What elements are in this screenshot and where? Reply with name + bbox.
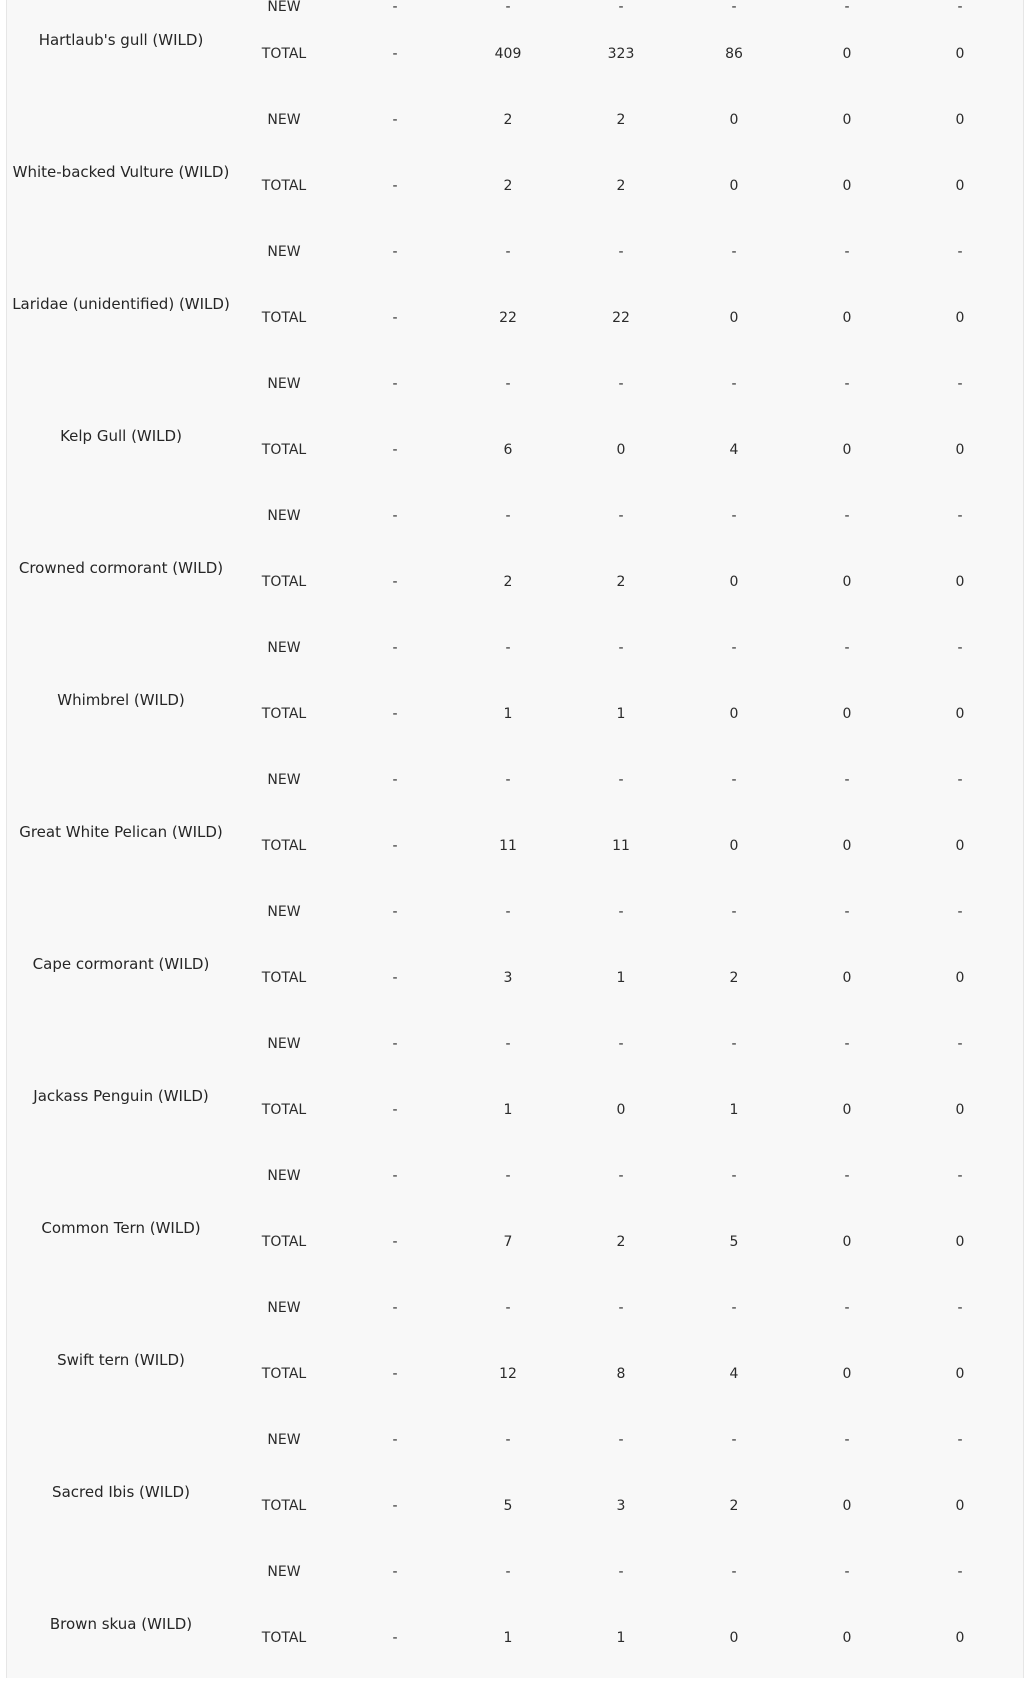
value-cell: 0 xyxy=(955,706,965,722)
value-cell: - xyxy=(505,1564,511,1580)
total-row xyxy=(7,176,1023,196)
value-cell: - xyxy=(505,244,511,260)
value-cell: - xyxy=(731,376,737,392)
value-cell: - xyxy=(731,508,737,524)
value-cell: - xyxy=(505,376,511,392)
new-row xyxy=(7,1430,1023,1450)
row-type-label: NEW xyxy=(267,112,301,128)
row-type-label: TOTAL xyxy=(261,310,307,326)
value-cell: - xyxy=(731,640,737,656)
value-cell: - xyxy=(844,508,850,524)
value-cell: - xyxy=(505,1432,511,1448)
value-cell: 1 xyxy=(616,970,626,986)
value-cell: - xyxy=(505,1168,511,1184)
row-type-label: TOTAL xyxy=(261,838,307,854)
value-cell: 86 xyxy=(725,46,743,62)
value-cell: 2 xyxy=(616,178,626,194)
value-cell: 0 xyxy=(842,1102,852,1118)
value-cell: - xyxy=(618,904,624,920)
value-cell: - xyxy=(957,640,963,656)
value-cell: 22 xyxy=(499,310,517,326)
value-cell: - xyxy=(957,508,963,524)
value-cell: 1 xyxy=(503,706,513,722)
species-name: Laridae (unidentified) (WILD) xyxy=(12,295,230,313)
value-cell: - xyxy=(392,970,398,986)
value-cell: 0 xyxy=(955,1102,965,1118)
value-cell: 0 xyxy=(955,178,965,194)
value-cell: 5 xyxy=(729,1234,739,1250)
species-group xyxy=(7,1162,1023,1294)
value-cell: 11 xyxy=(499,838,517,854)
species-group xyxy=(7,898,1023,1030)
value-cell: - xyxy=(392,376,398,392)
row-type-label: NEW xyxy=(267,376,301,392)
value-cell: - xyxy=(844,904,850,920)
species-name: Hartlaub's gull (WILD) xyxy=(38,31,204,49)
value-cell: - xyxy=(618,1432,624,1448)
value-cell: - xyxy=(844,1564,850,1580)
value-cell: 1 xyxy=(729,1102,739,1118)
value-cell: - xyxy=(618,772,624,788)
row-type-label: TOTAL xyxy=(261,1366,307,1382)
species-name: Swift tern (WILD) xyxy=(57,1351,185,1369)
species-name: Whimbrel (WILD) xyxy=(57,691,185,709)
species-group xyxy=(7,370,1023,502)
value-cell: - xyxy=(392,1234,398,1250)
row-type-label: NEW xyxy=(267,904,301,920)
value-cell: 0 xyxy=(955,838,965,854)
value-cell: - xyxy=(505,0,511,15)
value-cell: 0 xyxy=(842,1366,852,1382)
value-cell: 3 xyxy=(503,970,513,986)
species-name: Common Tern (WILD) xyxy=(41,1219,201,1237)
value-cell: 0 xyxy=(842,310,852,326)
value-cell: - xyxy=(731,1168,737,1184)
value-cell: - xyxy=(392,904,398,920)
value-cell: 1 xyxy=(616,1630,626,1646)
species-name: White-backed Vulture (WILD) xyxy=(12,163,230,181)
value-cell: 0 xyxy=(955,1234,965,1250)
value-cell: - xyxy=(392,640,398,656)
new-row xyxy=(7,1166,1023,1186)
value-cell: 0 xyxy=(842,1234,852,1250)
value-cell: - xyxy=(505,508,511,524)
species-name: Brown skua (WILD) xyxy=(49,1615,193,1633)
new-row xyxy=(7,1298,1023,1318)
value-cell: - xyxy=(731,1564,737,1580)
row-type-label: TOTAL xyxy=(261,706,307,722)
species-name: Crowned cormorant (WILD) xyxy=(18,559,224,577)
row-type-label: NEW xyxy=(267,1564,301,1580)
value-cell: - xyxy=(392,574,398,590)
species-group xyxy=(7,0,1023,106)
value-cell: 0 xyxy=(729,310,739,326)
value-cell: 1 xyxy=(503,1102,513,1118)
value-cell: 2 xyxy=(616,112,626,128)
value-cell: 0 xyxy=(842,46,852,62)
value-cell: 0 xyxy=(842,442,852,458)
value-cell: 0 xyxy=(616,442,626,458)
new-row xyxy=(7,374,1023,394)
total-row xyxy=(7,1232,1023,1252)
total-row xyxy=(7,1628,1023,1648)
value-cell: 0 xyxy=(729,574,739,590)
row-type-label: NEW xyxy=(267,1300,301,1316)
total-row xyxy=(7,440,1023,460)
total-row xyxy=(7,1496,1023,1516)
value-cell: 0 xyxy=(955,1630,965,1646)
value-cell: 8 xyxy=(616,1366,626,1382)
value-cell: 0 xyxy=(842,1498,852,1514)
value-cell: 323 xyxy=(607,46,635,62)
value-cell: - xyxy=(844,640,850,656)
value-cell: 0 xyxy=(955,574,965,590)
value-cell: - xyxy=(957,244,963,260)
value-cell: - xyxy=(392,1300,398,1316)
new-row xyxy=(7,242,1023,262)
row-type-label: NEW xyxy=(267,1168,301,1184)
new-row xyxy=(7,110,1023,130)
value-cell: 1 xyxy=(616,706,626,722)
value-cell: - xyxy=(392,442,398,458)
value-cell: - xyxy=(731,1432,737,1448)
species-name: Sacred Ibis (WILD) xyxy=(52,1483,190,1501)
value-cell: 0 xyxy=(955,310,965,326)
species-group xyxy=(7,502,1023,634)
value-cell: - xyxy=(731,1300,737,1316)
value-cell: - xyxy=(392,178,398,194)
value-cell: - xyxy=(844,1432,850,1448)
total-row xyxy=(7,704,1023,724)
value-cell: - xyxy=(618,1168,624,1184)
value-cell: - xyxy=(844,772,850,788)
species-group xyxy=(7,1558,1023,1690)
value-cell: - xyxy=(392,112,398,128)
value-cell: 2 xyxy=(729,970,739,986)
value-cell: - xyxy=(844,1300,850,1316)
species-name: Great White Pelican (WILD) xyxy=(19,823,223,841)
value-cell: - xyxy=(392,1102,398,1118)
new-row xyxy=(7,1034,1023,1054)
value-cell: 0 xyxy=(729,112,739,128)
value-cell: - xyxy=(618,376,624,392)
row-type-label: NEW xyxy=(267,1036,301,1052)
value-cell: - xyxy=(618,640,624,656)
value-cell: 0 xyxy=(616,1102,626,1118)
row-type-label: TOTAL xyxy=(261,574,307,590)
value-cell: 11 xyxy=(612,838,630,854)
value-cell: 0 xyxy=(955,1366,965,1382)
value-cell: - xyxy=(392,0,398,15)
value-cell: - xyxy=(844,0,850,15)
value-cell: 0 xyxy=(955,970,965,986)
value-cell: - xyxy=(957,1036,963,1052)
value-cell: 2 xyxy=(503,112,513,128)
value-cell: - xyxy=(957,772,963,788)
value-cell: 0 xyxy=(842,112,852,128)
value-cell: 7 xyxy=(503,1234,513,1250)
value-cell: - xyxy=(392,1432,398,1448)
value-cell: - xyxy=(392,1168,398,1184)
value-cell: 0 xyxy=(729,838,739,854)
row-type-label: TOTAL xyxy=(261,178,307,194)
species-group xyxy=(7,1030,1023,1162)
value-cell: 3 xyxy=(616,1498,626,1514)
value-cell: 4 xyxy=(729,1366,739,1382)
value-cell: 2 xyxy=(616,574,626,590)
value-cell: - xyxy=(957,1300,963,1316)
new-row xyxy=(7,638,1023,658)
value-cell: - xyxy=(957,1168,963,1184)
new-row xyxy=(7,1562,1023,1582)
new-row xyxy=(7,770,1023,790)
value-cell: - xyxy=(392,706,398,722)
row-type-label: TOTAL xyxy=(261,46,307,62)
value-cell: - xyxy=(392,1630,398,1646)
value-cell: - xyxy=(957,1564,963,1580)
value-cell: 0 xyxy=(955,112,965,128)
value-cell: 6 xyxy=(503,442,513,458)
value-cell: 0 xyxy=(842,1630,852,1646)
row-type-label: TOTAL xyxy=(261,1102,307,1118)
value-cell: - xyxy=(957,904,963,920)
value-cell: 4 xyxy=(729,442,739,458)
value-cell: 2 xyxy=(616,1234,626,1250)
new-row xyxy=(7,506,1023,526)
value-cell: - xyxy=(731,244,737,260)
value-cell: - xyxy=(844,376,850,392)
value-cell: - xyxy=(731,0,737,15)
row-type-label: TOTAL xyxy=(261,1234,307,1250)
value-cell: - xyxy=(618,0,624,15)
total-row xyxy=(7,836,1023,856)
value-cell: - xyxy=(957,376,963,392)
total-row xyxy=(7,44,1023,64)
row-type-label: NEW xyxy=(267,244,301,260)
total-row xyxy=(7,572,1023,592)
value-cell: 409 xyxy=(494,46,522,62)
value-cell: - xyxy=(392,508,398,524)
value-cell: 12 xyxy=(499,1366,517,1382)
value-cell: - xyxy=(392,838,398,854)
row-type-label: NEW xyxy=(267,640,301,656)
value-cell: - xyxy=(392,244,398,260)
value-cell: 2 xyxy=(729,1498,739,1514)
value-cell: - xyxy=(392,310,398,326)
value-cell: 0 xyxy=(955,46,965,62)
species-group xyxy=(7,106,1023,238)
species-group xyxy=(7,634,1023,766)
species-group xyxy=(7,1294,1023,1426)
species-name: Cape cormorant (WILD) xyxy=(32,955,210,973)
value-cell: - xyxy=(505,640,511,656)
value-cell: 0 xyxy=(729,706,739,722)
value-cell: - xyxy=(731,1036,737,1052)
row-type-label: NEW xyxy=(267,772,301,788)
value-cell: - xyxy=(731,904,737,920)
value-cell: - xyxy=(505,904,511,920)
species-group xyxy=(7,766,1023,898)
value-cell: 1 xyxy=(503,1630,513,1646)
total-row xyxy=(7,1100,1023,1120)
value-cell: 0 xyxy=(842,838,852,854)
species-stats-table xyxy=(6,0,1024,1678)
value-cell: - xyxy=(392,1036,398,1052)
value-cell: - xyxy=(618,1300,624,1316)
value-cell: 22 xyxy=(612,310,630,326)
value-cell: - xyxy=(844,1168,850,1184)
value-cell: 0 xyxy=(842,574,852,590)
new-row xyxy=(7,902,1023,922)
value-cell: 0 xyxy=(842,706,852,722)
species-group xyxy=(7,1426,1023,1558)
species-name: Kelp Gull (WILD) xyxy=(60,427,182,445)
value-cell: - xyxy=(844,244,850,260)
value-cell: 0 xyxy=(729,1630,739,1646)
value-cell: - xyxy=(505,1300,511,1316)
row-type-label: TOTAL xyxy=(261,1630,307,1646)
row-type-label: TOTAL xyxy=(261,1498,307,1514)
value-cell: - xyxy=(618,244,624,260)
value-cell: - xyxy=(957,1432,963,1448)
value-cell: 0 xyxy=(955,442,965,458)
species-group xyxy=(7,238,1023,370)
value-cell: - xyxy=(731,772,737,788)
total-row xyxy=(7,1364,1023,1384)
value-cell: - xyxy=(505,1036,511,1052)
value-cell: - xyxy=(618,1036,624,1052)
value-cell: - xyxy=(957,0,963,15)
row-type-label: NEW xyxy=(267,0,301,15)
value-cell: - xyxy=(392,46,398,62)
value-cell: - xyxy=(618,1564,624,1580)
total-row xyxy=(7,968,1023,988)
value-cell: 5 xyxy=(503,1498,513,1514)
row-type-label: TOTAL xyxy=(261,442,307,458)
total-row xyxy=(7,308,1023,328)
value-cell: 2 xyxy=(503,574,513,590)
value-cell: - xyxy=(844,1036,850,1052)
value-cell: 0 xyxy=(955,1498,965,1514)
value-cell: - xyxy=(392,1564,398,1580)
value-cell: - xyxy=(392,772,398,788)
row-type-label: NEW xyxy=(267,508,301,524)
value-cell: - xyxy=(618,508,624,524)
value-cell: - xyxy=(392,1366,398,1382)
row-type-label: TOTAL xyxy=(261,970,307,986)
value-cell: 0 xyxy=(842,178,852,194)
value-cell: 2 xyxy=(503,178,513,194)
row-type-label: NEW xyxy=(267,1432,301,1448)
value-cell: 0 xyxy=(842,970,852,986)
value-cell: - xyxy=(392,1498,398,1514)
value-cell: 0 xyxy=(729,178,739,194)
value-cell: - xyxy=(505,772,511,788)
species-name: Jackass Penguin (WILD) xyxy=(33,1087,209,1105)
